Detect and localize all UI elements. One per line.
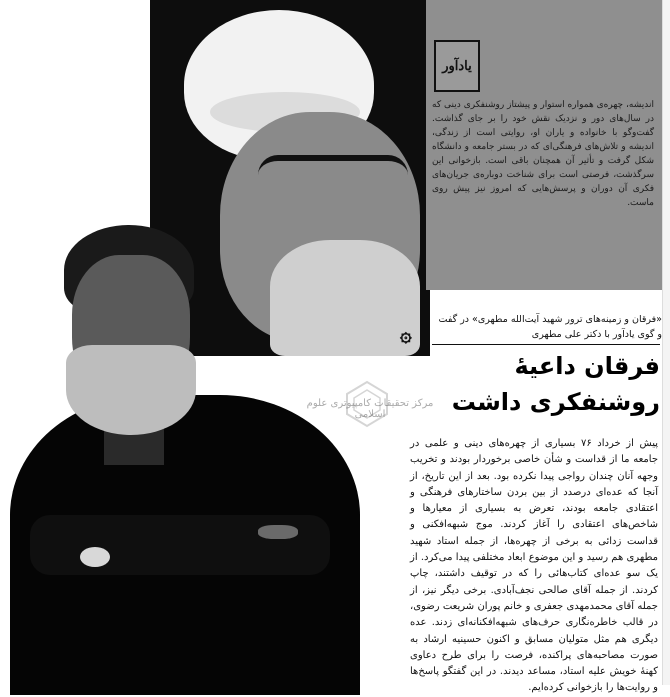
article-body: پیش از خرداد ۷۶ بسیاری از چهره‌های دینی و علمی در جامعه ما از قداست و شأن خاصی برخوردار بودند و تخریب وجهه آنان چندان رواجی پیدا نکرده بود. بعد از این تاریخ، از آنجا که عده‌ای درصدد از بین بردن ساختارهای فرهنگی و اعتقادی جامعه بودند، تعرض به بسیاری از معیارها و شاخص‌های اعتقادی را آغاز کردند. موج شبهه‌افکنی و قداست زدائی به برخی از چهره‌ها، از جمله استاد شهید مطهری هم رسید و این موضوع ابعاد مختلفی پیدا می‌کرد. از یک سو عده‌ای کتاب‌هائی را که در توقیف داشتند، چاپ کردند. از جمله آقای صالحی نجف‌آبادی. برخی دیگر نیز، از جمله آقای محمدمهدی جعفری و خانم پوران شریعت رضوی، در قالب خاطره‌نگاری حرف‌های شبهه‌افکنانه‌ای زدند. عده دیگری هم مثل متولیان مسابق و اکنون حسینیه ارشاد به صورت مصاحبه‌های پراکنده، فرصت را برای طرح دعاوی کهنهٔ خویش علیه استاد، مساعد دیدند. در این گفتگو پاسخ‌ها و روایت‌ها را بازخوانی کرده‌ایم. (410, 438, 659, 694)
hand-highlight-right (258, 525, 298, 539)
intro-sidebar (426, 0, 662, 290)
yadavar-logo-stamp: یادآور (434, 40, 480, 92)
article-caption: «فرقان و زمینه‌های ترور شهید آیت‌الله مطهری» در گفت و گوی یادآور با دکتر علی مطهری (438, 314, 662, 340)
beard-shape (66, 345, 196, 435)
interviewee-portrait-photo (0, 225, 360, 685)
glasses-shape (258, 155, 408, 201)
caption-divider (432, 344, 660, 345)
ornament-icon: ۞ (400, 322, 412, 346)
hand-highlight-left (80, 547, 110, 567)
title-line-2: روشنفکری داشت (451, 388, 660, 416)
title-line-1: فرقان داعیهٔ (514, 352, 660, 380)
intro-text: اندیشه، چهره‌ی همواره استوار و پیشتاز روشنفکری دینی که در سال‌های دور و نزدیک نقش خود را بر جای گذاشت. گفت‌وگو با خانواده و یاران او، روایتی است از زندگی، اندیشه و تلاش‌های فرهنگی‌ای که در بستر جامعه و دانشگاه شکل گرفت و تأثیر آن همچنان باقی است. بازخوانی این سرگذشت، فرصتی است برای شناخت دوباره‌ی جریان‌های فکری آن دوران و پرسش‌هایی که امروز نیز پیش روی ماست. (432, 100, 654, 208)
watermark-text: مرکز تحقیقات کامپیوتری علوم اسلامی (306, 398, 434, 420)
crossed-arms-shape (30, 515, 330, 575)
page-edge (662, 0, 670, 685)
